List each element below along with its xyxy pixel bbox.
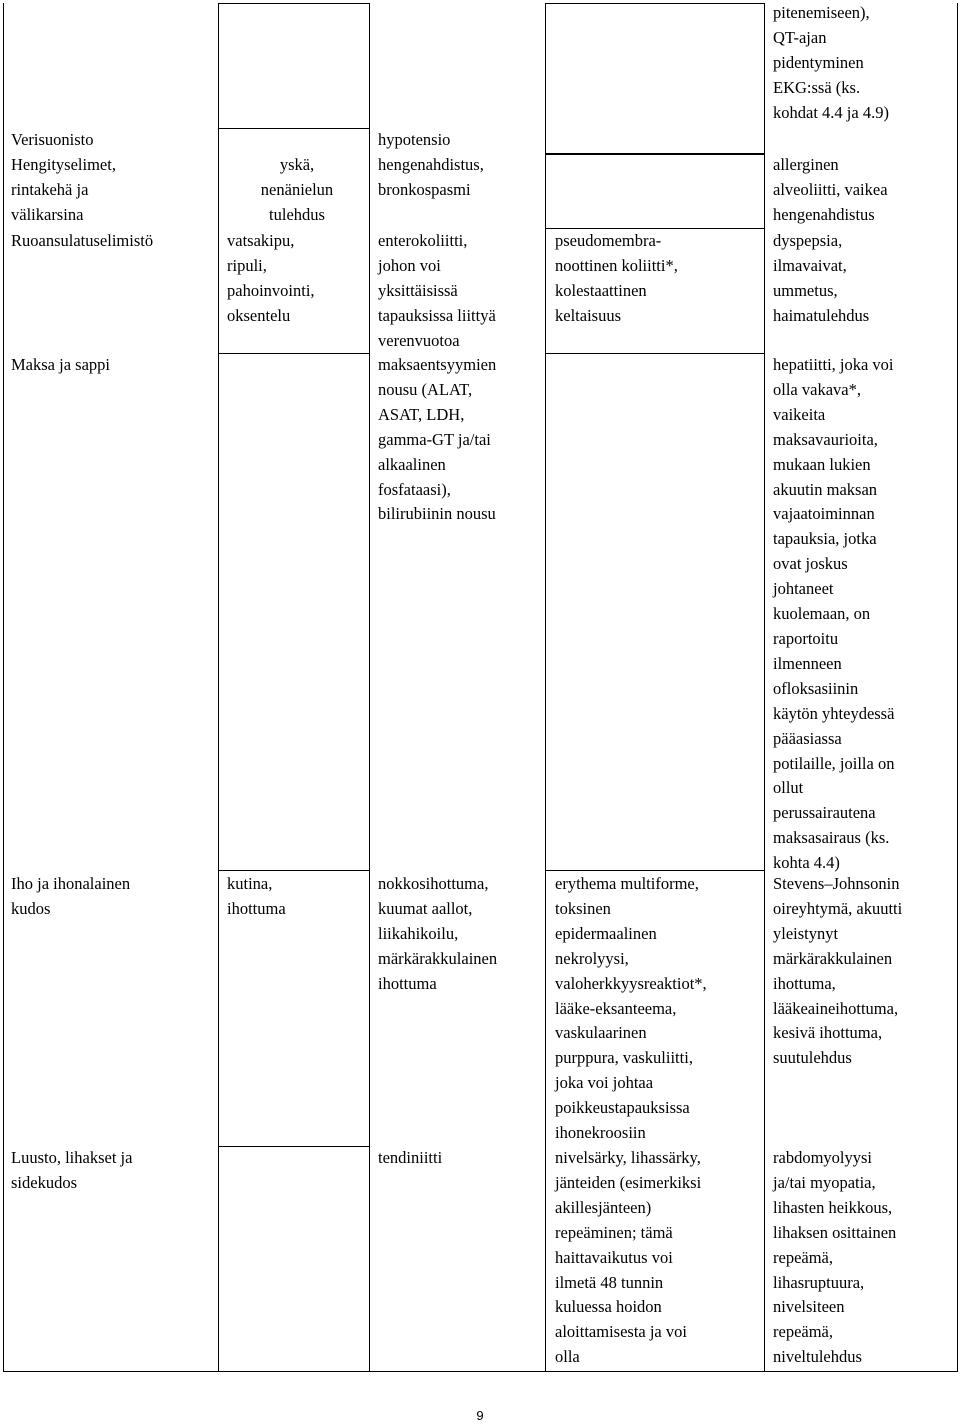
- empty-cell: [218, 353, 370, 871]
- adverse-effect-cell: kutina, ihottuma: [227, 874, 286, 918]
- organ-cell: Hengityselimet, rintakehä ja välikarsina: [11, 155, 116, 224]
- table-border-left: [3, 3, 4, 1372]
- adverse-effect-cell: hepatiitti, joka voi olla vakava*, vaikeita maksavaurioita, mukaan lukien akuutin maksan vajaatoiminnan tapauksia, jotka ovat joskus johtaneet kuolemaan, on raportoitu ilmenneen ofloksasiinin käytön yhteydessä pääasiassa potilaille, joilla on ollut perussairautena maksasairaus (ks. kohta 4.4): [773, 355, 895, 873]
- adverse-effect-cell: allerginen alveoliitti, vaikea hengenahdistus: [773, 155, 888, 224]
- adverse-effect-cell: erythema multiforme, toksinen epidermaalinen nekrolyysi, valoherkkyysreaktiot*, lääke-eksanteema, vaskulaarinen purppura, vaskuliitti, joka voi johtaa poikkeustapauksissa ihonekroosiin: [555, 874, 707, 1143]
- organ-cell: Luusto, lihakset ja sidekudos: [11, 1148, 133, 1192]
- organ-cell: Maksa ja sappi: [11, 355, 110, 374]
- adverse-effect-cell: hypotensio: [378, 130, 451, 149]
- adverse-effect-cell: maksaentsyymien nousu (ALAT, ASAT, LDH, gamma-GT ja/tai alkaalinen fosfataasi), bilirubiinin nousu: [378, 355, 497, 524]
- adverse-effect-cell: pseudomembra- noottinen koliitti*, kolestaattinen keltaisuus: [555, 231, 678, 325]
- adverse-effect-cell: rabdomyolyysi ja/tai myopatia, lihasten heikkous, lihaksen osittainen repeämä, lihasruptuura, nivelsiteen repeämä, niveltulehdus: [773, 1148, 897, 1367]
- adverse-effect-cell: hengenahdistus, bronkospasmi: [378, 155, 484, 199]
- adverse-effect-cell: pitenemiseen), QT-ajan pidentyminen EKG:ssä (ks. kohdat 4.4 ja 4.9): [773, 3, 889, 122]
- adverse-effect-cell: vatsakipu, ripuli, pahoinvointi, oksentelu: [227, 231, 315, 325]
- empty-cell: [545, 3, 765, 154]
- table-border-bottom: [3, 1371, 958, 1372]
- empty-cell: [218, 1146, 370, 1372]
- adverse-effect-cell: dyspepsia, ilmavaivat, ummetus, haimatulehdus: [773, 231, 870, 325]
- adverse-effect-cell: Stevens–Johnsonin oireyhtymä, akuutti yleistynyt märkärakkulainen ihottuma, lääkeaineihottuma, kesivä ihottuma, suutulehdus: [773, 874, 903, 1068]
- adverse-effect-cell: tendiniitti: [378, 1148, 443, 1167]
- table-border-right: [957, 3, 958, 1372]
- empty-cell: [218, 3, 370, 129]
- empty-cell: [545, 154, 765, 229]
- page-number: 9: [476, 1408, 484, 1423]
- adverse-effect-cell: yskä, nenänielun tulehdus: [260, 155, 334, 224]
- organ-cell: Iho ja ihonalainen kudos: [11, 874, 131, 918]
- empty-cell: [545, 353, 765, 871]
- organ-cell: Verisuonisto: [11, 130, 94, 149]
- adverse-effect-cell: nokkosihottuma, kuumat aallot, liikahikoilu, märkärakkulainen ihottuma: [378, 874, 498, 993]
- adverse-effect-cell: nivelsärky, lihassärky, jänteiden (esimerkiksi akillesjänteen) repeäminen; tämä haittavaikutus voi ilmetä 48 tunnin kuluessa hoidon aloittamisesta ja voi olla: [555, 1148, 702, 1367]
- organ-cell: Ruoansulatuselimistö: [11, 231, 154, 250]
- adverse-effect-cell: enterokoliitti, johon voi yksittäisissä tapauksissa liittyä verenvuotoa: [378, 231, 496, 350]
